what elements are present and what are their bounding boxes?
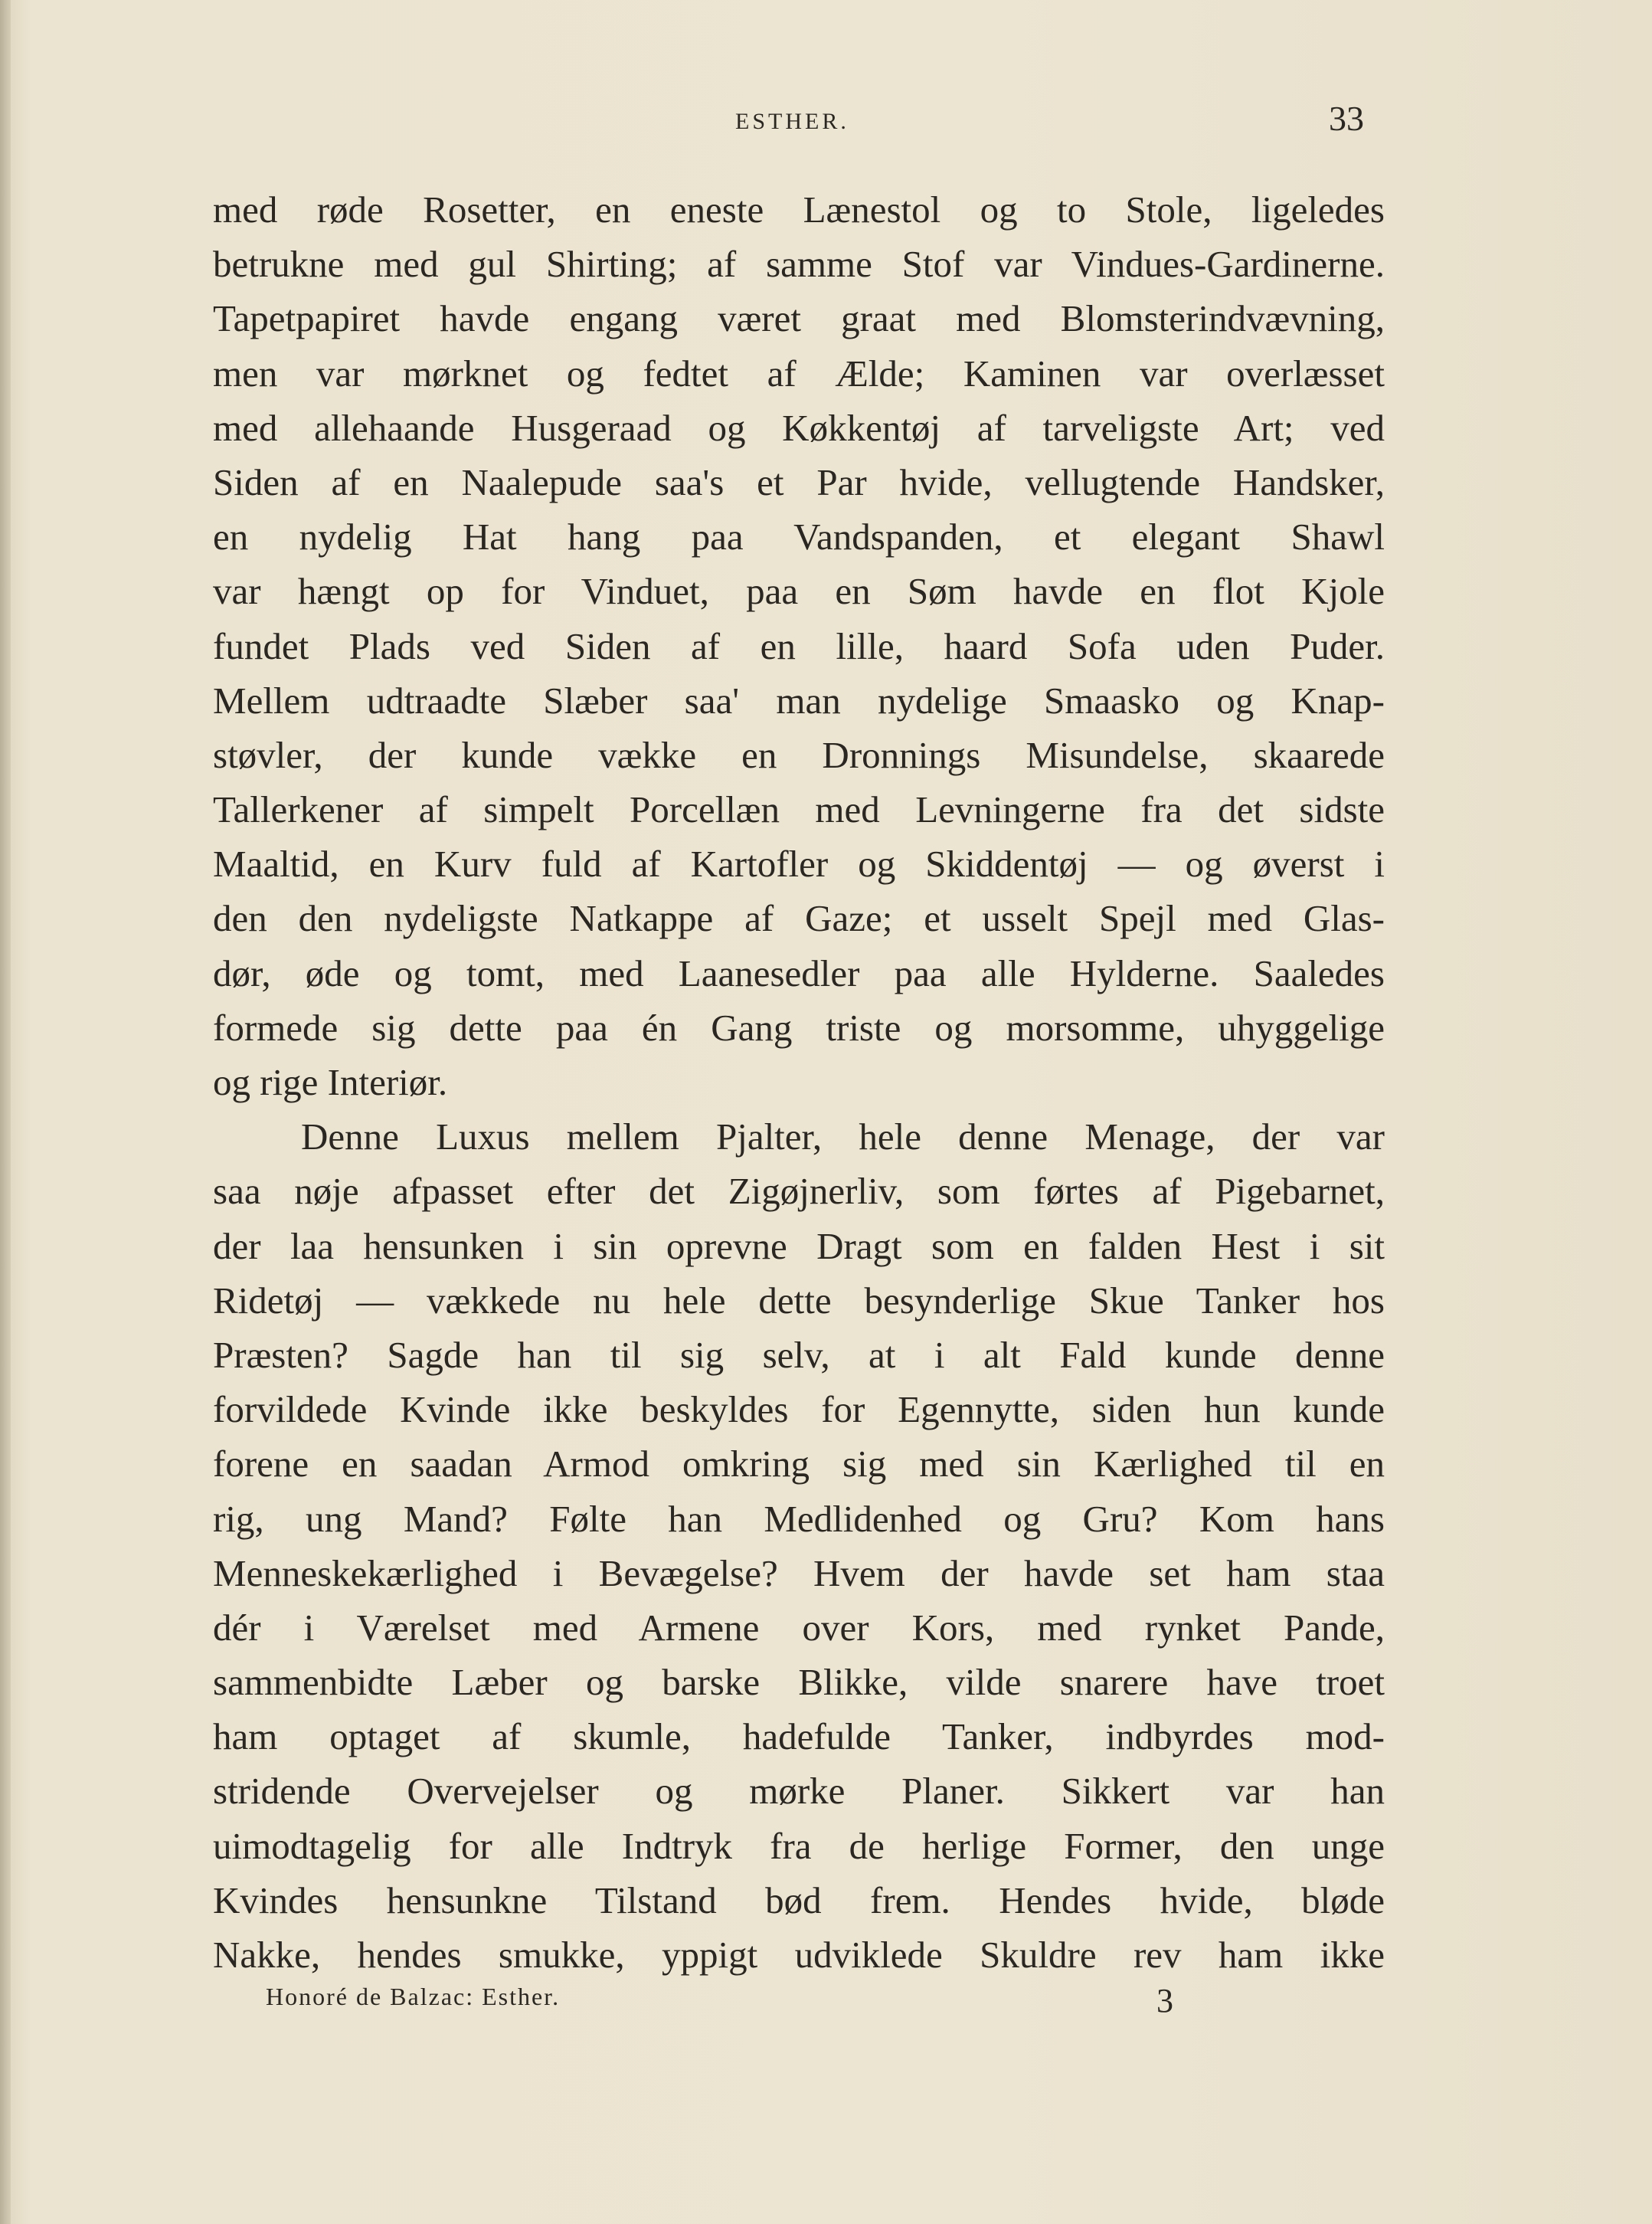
text-line: men var mørknet og fedtet af Ælde; Kaminen var overlæsset xyxy=(213,352,1385,395)
text-line: fundet Plads ved Siden af en lille, haard Sofa uden Puder. xyxy=(213,624,1385,667)
text-line: formede sig dette paa én Gang triste og morsomme, uhyggelige xyxy=(213,1006,1385,1049)
text-line: en nydelig Hat hang paa Vandspanden, et elegant Shawl xyxy=(213,516,1385,558)
text-line: forene en saadan Armod omkring sig med sin Kærlighed til en xyxy=(213,1443,1385,1485)
text-line: ham optaget af skumle, hadefulde Tanker, indbyrdes mod- xyxy=(213,1715,1385,1758)
text-line: Mellem udtraadte Slæber saa' man nydelige Smaasko og Knap- xyxy=(213,679,1385,722)
text-line: sammenbidte Læber og barske Blikke, vilde snarere have troet xyxy=(213,1661,1385,1704)
text-line: Tapetpapiret havde engang været graat med Blomsterindvævning, xyxy=(213,297,1385,340)
paragraph-start-line: Denne Luxus mellem Pjalter, hele denne Menage, der var xyxy=(301,1115,1385,1158)
text-line: dør, øde og tomt, med Laanesedler paa alle Hylderne. Saaledes xyxy=(213,952,1385,994)
text-line: Ridetøj — vækkede nu hele dette besynderlige Skue Tanker hos xyxy=(213,1279,1385,1322)
text-line: Siden af en Naalepude saa's et Par hvide, vellugtende Handsker, xyxy=(213,460,1385,503)
footer-source-line: Honoré de Balzac: Esther. xyxy=(266,1983,561,2010)
text-line: med røde Rosetter, en eneste Lænestol og to Stole, ligeledes xyxy=(213,188,1385,231)
text-line: stridende Overvejelser og mørke Planer. Sikkert var han xyxy=(213,1770,1385,1813)
text-line: Menneskekærlighed i Bevægelse? Hvem der havde set ham staa xyxy=(213,1551,1385,1594)
page-number: 33 xyxy=(1329,99,1364,138)
running-head: ESTHER. xyxy=(735,109,849,134)
text-line: støvler, der kunde vække en Dronnings Misundelse, skaarede xyxy=(213,733,1385,776)
text-line: betrukne med gul Shirting; af samme Stof var Vindues-Gardinerne. xyxy=(213,243,1385,286)
paragraph-end-line: og rige Interiør. xyxy=(213,1061,448,1103)
text-line: var hængt op for Vinduet, paa en Søm havde en flot Kjole xyxy=(213,570,1385,613)
text-line: forvildede Kvinde ikke beskyldes for Egennytte, siden hun kunde xyxy=(213,1388,1385,1431)
text-line: Tallerkener af simpelt Porcellæn med Levningerne fra det sidste xyxy=(213,788,1385,831)
text-line: Nakke, hendes smukke, yppigt udviklede Skuldre rev ham ikke xyxy=(213,1934,1385,1976)
body-text xyxy=(213,182,1385,1982)
text-line: med allehaande Husgeraad og Køkkentøj af tarveligste Art; ved xyxy=(213,406,1385,449)
binding-edge xyxy=(0,0,11,2224)
text-line: Maaltid, en Kurv fuld af Kartofler og Skiddentøj — og øverst i xyxy=(213,843,1385,886)
printer-signature-mark: 3 xyxy=(1156,1982,1173,2019)
text-line: rig, ung Mand? Følte han Medlidenhed og Gru? Kom hans xyxy=(213,1497,1385,1540)
text-line: Præsten? Sagde han til sig selv, at i alt Fald kunde denne xyxy=(213,1333,1385,1376)
text-line: Kvindes hensunkne Tilstand bød frem. Hendes hvide, bløde xyxy=(213,1878,1385,1921)
text-line: dér i Værelset med Armene over Kors, med rynket Pande, xyxy=(213,1606,1385,1649)
text-line: saa nøje afpasset efter det Zigøjnerliv, som førtes af Pigebarnet, xyxy=(213,1170,1385,1213)
text-line: uimodtagelig for alle Indtryk fra de herlige Former, den unge xyxy=(213,1824,1385,1867)
text-line: den den nydeligste Natkappe af Gaze; et usselt Spejl med Glas- xyxy=(213,897,1385,940)
text-line: der laa hensunken i sin oprevne Dragt som en falden Hest i sit xyxy=(213,1224,1385,1267)
